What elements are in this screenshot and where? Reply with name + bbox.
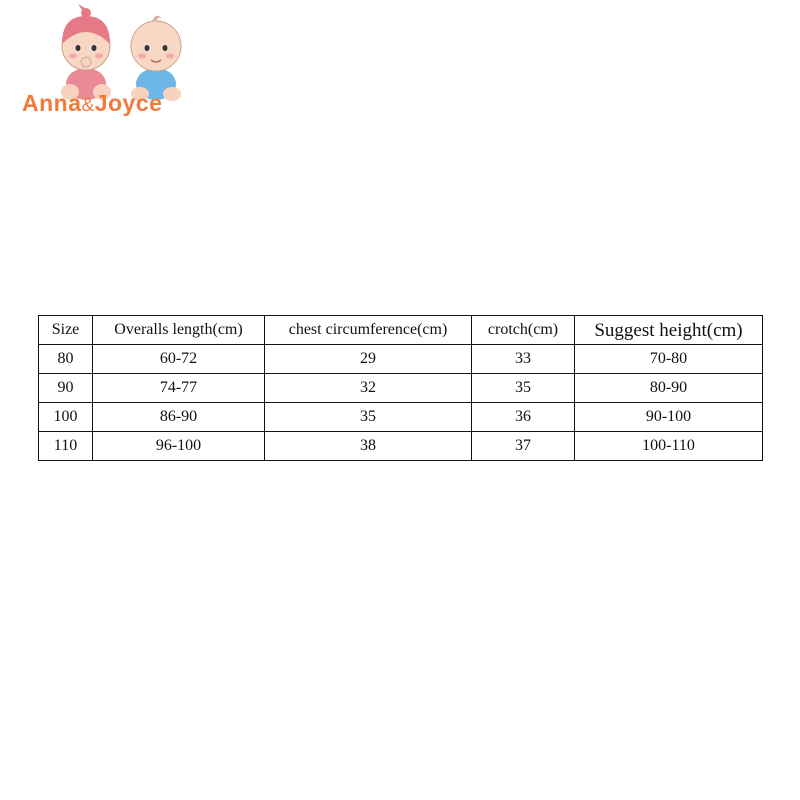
- header-chest-circumference: chest circumference(cm): [265, 316, 472, 345]
- cell-chest: 29: [265, 345, 472, 374]
- size-chart-table: [38, 315, 763, 461]
- cell-height: 90-100: [575, 403, 763, 432]
- cell-chest: 32: [265, 374, 472, 403]
- cell-crotch: 37: [472, 432, 575, 461]
- cell-chest: 38: [265, 432, 472, 461]
- cell-crotch: 35: [472, 374, 575, 403]
- baby-girl-icon: [61, 4, 111, 100]
- cell-height: 70-80: [575, 345, 763, 374]
- header-size: Size: [39, 316, 93, 345]
- cell-size: 80: [39, 345, 93, 374]
- header-overalls-length: Overalls length(cm): [93, 316, 265, 345]
- baby-boy-icon: [131, 16, 181, 101]
- cell-overalls-length: 60-72: [93, 345, 265, 374]
- cell-crotch: 33: [472, 345, 575, 374]
- cell-size: 90: [39, 374, 93, 403]
- table-header-row: [39, 316, 763, 345]
- cell-chest: 35: [265, 403, 472, 432]
- cell-size: 100: [39, 403, 93, 432]
- cell-overalls-length: 74-77: [93, 374, 265, 403]
- cell-size: 110: [39, 432, 93, 461]
- header-suggest-height: Suggest height(cm): [575, 316, 763, 345]
- header-crotch: crotch(cm): [472, 316, 575, 345]
- brand-logo: [18, 4, 208, 124]
- cell-crotch: 36: [472, 403, 575, 432]
- table-row: [39, 374, 763, 403]
- cell-overalls-length: 96-100: [93, 432, 265, 461]
- cell-height: 80-90: [575, 374, 763, 403]
- table-row: [39, 432, 763, 461]
- table-row: [39, 403, 763, 432]
- cell-overalls-length: 86-90: [93, 403, 265, 432]
- cell-height: 100-110: [575, 432, 763, 461]
- baby-mascots-icon: [48, 4, 198, 104]
- table-row: [39, 345, 763, 374]
- brand-name: Anna&Joyce: [22, 90, 163, 116]
